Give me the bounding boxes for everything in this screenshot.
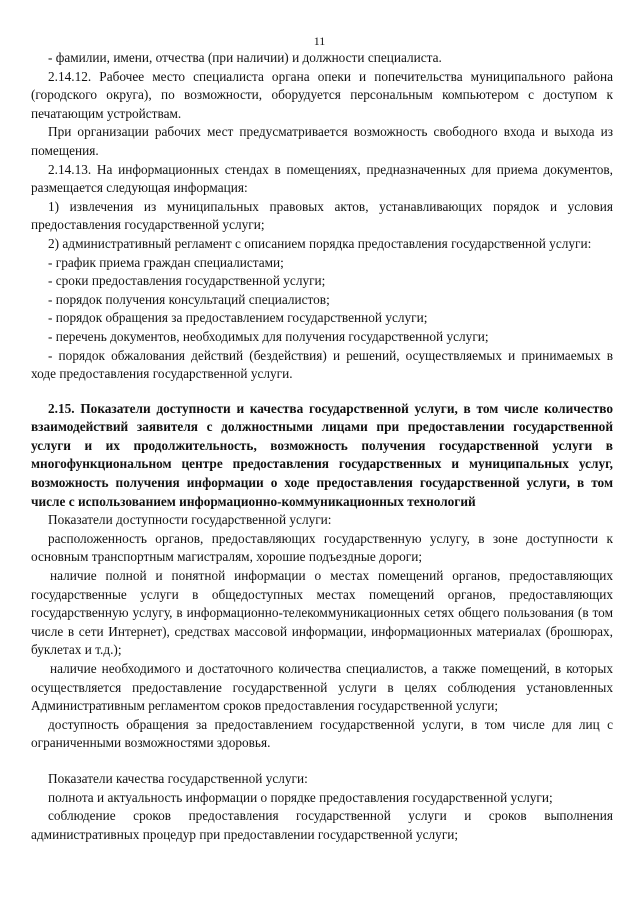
paragraph: - порядок обжалования действий (бездействия) и решений, осуществляемых и принимаемых в ходе предоставления государственной услуги.	[31, 347, 613, 382]
document-body	[31, 49, 613, 844]
section-heading: 2.15. Показатели доступности и качества государственной услуги, в том числе количество взаимодействий заявителя с должностными лицами при предоставлении государственной услуги и их продолжительность, возможность получения государственной услуги в многофункциональном центре предоставления государственных и муниципальных услуг, возможность получения информации о ходе предоставления государственной услуги, в том числе с использованием информационно-коммуникационных технологий	[31, 400, 613, 509]
paragraph: полнота и актуальность информации о порядке предоставления государственной услуги;	[48, 789, 553, 805]
paragraph: соблюдение сроков предоставления государственной услуги и сроков выполнения административных процедур при предоставлении государственной услуги;	[31, 808, 613, 842]
paragraph: доступность обращения за предоставлением государственной услуги, в том числе для лиц с ограниченными возможностями здоровья.	[31, 716, 613, 751]
paragraph: наличие необходимого и достаточного количества специалистов, а также помещений, в которых осуществляется предоставление государственной услуги в целях соблюдения установленных Административным регламентом сроков предоставления государственной услуги;	[31, 661, 613, 714]
page-number: 11	[313, 34, 326, 48]
paragraph: Показатели качества государственной услуги:	[48, 770, 308, 786]
paragraph: 1) извлечения из муниципальных правовых актов, устанавливающих порядок и условия предоставления государственной услуги;	[31, 198, 613, 233]
paragraph: - порядок обращения за предоставлением государственной услуги;	[48, 310, 428, 326]
paragraph: наличие полной и понятной информации о местах помещений органов, предоставляющих государственные услуги в общедоступных местах помещений органов, предоставляющих государственную услугу, в информационно-телекоммуникационных сетях общего пользования (в том числе в сети Интернет), средствах массовой информации, информационных материалах (брошюрах, буклетах и т.д.);	[31, 568, 613, 658]
paragraph: 2) административный регламент с описанием порядка предоставления государственной услуги:	[48, 235, 592, 251]
paragraph: расположенность органов, предоставляющих государственную услугу, в зоне доступности к основным транспортным магистралям, хорошие подъездные дороги;	[31, 530, 613, 565]
paragraph: 2.14.12. Рабочее место специалиста органа опеки и попечительства муниципального района (городского округа), по возможности, оборудуется персональным компьютером с доступом к печатающим устройствам.	[31, 68, 613, 121]
paragraph: 2.14.13. На информационных стендах в помещениях, предназначенных для приема документов, размещается следующая информация:	[31, 161, 613, 196]
paragraph: - перечень документов, необходимых для получения государственной услуги;	[48, 328, 489, 344]
paragraph: - график приема граждан специалистами;	[48, 254, 284, 270]
paragraph: При организации рабочих мест предусматривается возможность свободного входа и выхода из помещения.	[31, 124, 613, 158]
paragraph: - порядок получения консультаций специалистов;	[48, 291, 330, 307]
paragraph: Показатели доступности государственной услуги:	[48, 512, 332, 528]
paragraph: - сроки предоставления государственной услуги;	[48, 273, 326, 289]
paragraph: - фамилии, имени, отчества (при наличии) и должности специалиста.	[48, 50, 442, 65]
